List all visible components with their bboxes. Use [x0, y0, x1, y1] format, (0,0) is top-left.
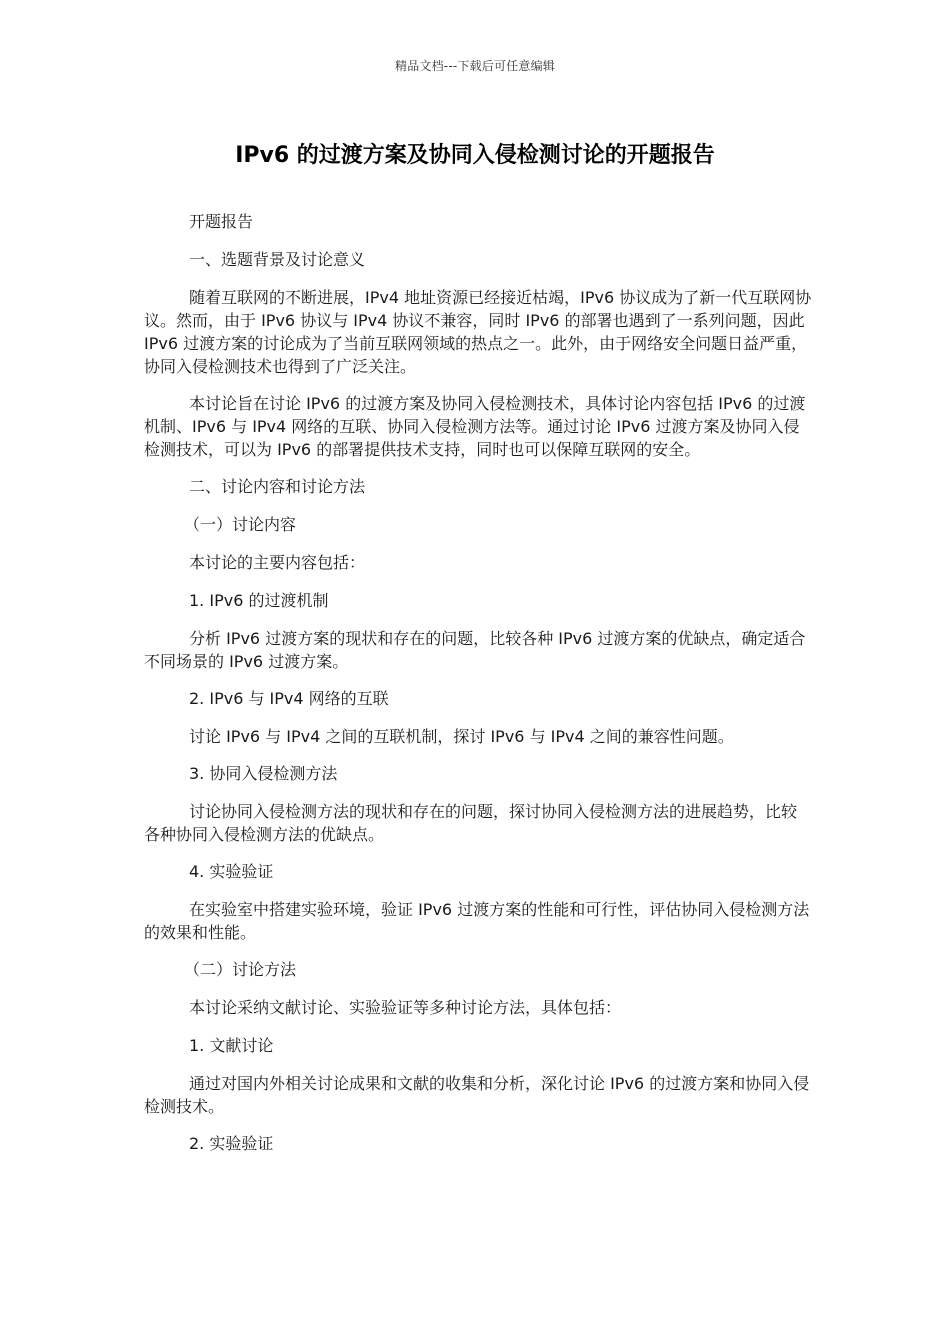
paragraph-interconnect: 讨论 IPv6 与 IPv4 之间的互联机制，探讨 IPv6 与 IPv4 之间的兼容性问题。	[189, 727, 734, 746]
header-note: 精品文档---下载后可任意编辑	[395, 59, 555, 73]
list-item-experiment-method: 2. 实验验证	[189, 1134, 274, 1153]
paragraph-background: 随着互联网的不断进展，IPv4 地址资源已经接近枯竭，IPv6 协议成为了新一代互联网协议。然而，由于 IPv6 协议与 IPv4 协议不兼容，同时 IPv6 的部署也遇到了一系列问题，因此 IPv6 过渡方案的讨论成为了当前互联网领域的热点之一。此外，由于网络安全问题日益严重，协同入侵检测技术也得到了广泛关注。	[144, 288, 812, 376]
document-body	[144, 210, 812, 1170]
paragraph-transition: 分析 IPv6 过渡方案的现状和存在的问题，比较各种 IPv6 过渡方案的优缺点，确定适合不同场景的 IPv6 过渡方案。	[144, 629, 806, 671]
paragraph-report-label: 开题报告	[189, 212, 254, 231]
paragraph-purpose: 本讨论旨在讨论 IPv6 的过渡方案及协同入侵检测技术，具体讨论内容包括 IPv6 的过渡机制、IPv6 与 IPv4 网络的互联、协同入侵检测方法等。通过讨论 IPv6 过渡方案及协同入侵检测技术，可以为 IPv6 的部署提供技术支持，同时也可以保障互联网的安全。	[144, 394, 806, 459]
paragraph-literature: 通过对国内外相关讨论成果和文献的收集和分析，深化讨论 IPv6 的过渡方案和协同入侵检测技术。	[144, 1074, 810, 1116]
paragraph-method-intro: 本讨论采纳文献讨论、实验验证等多种讨论方法，具体包括：	[189, 998, 622, 1017]
section-heading-background: 一、选题背景及讨论意义	[189, 250, 366, 269]
paragraph-content-intro: 本讨论的主要内容包括：	[189, 553, 366, 572]
paragraph-intrusion-detection: 讨论协同入侵检测方法的现状和存在的问题，探讨协同入侵检测方法的进展趋势，比较各种协同入侵检测方法的优缺点。	[144, 802, 798, 844]
paragraph-experiment: 在实验室中搭建实验环境，验证 IPv6 过渡方案的性能和可行性，评估协同入侵检测方法的效果和性能。	[144, 900, 810, 942]
document-title: IPv6 的过渡方案及协同入侵检测讨论的开题报告	[235, 143, 715, 168]
list-item-interconnect: 2. IPv6 与 IPv4 网络的互联	[189, 689, 389, 708]
list-item-transition: 1. IPv6 的过渡机制	[189, 591, 329, 610]
list-item-experiment: 4. 实验验证	[189, 862, 274, 881]
list-item-literature: 1. 文献讨论	[189, 1036, 274, 1055]
subsection-heading-method: （二）讨论方法	[184, 960, 297, 979]
section-heading-content-method: 二、讨论内容和讨论方法	[189, 477, 366, 496]
list-item-intrusion-detection: 3. 协同入侵检测方法	[189, 764, 338, 783]
subsection-heading-content: （一）讨论内容	[184, 515, 297, 534]
